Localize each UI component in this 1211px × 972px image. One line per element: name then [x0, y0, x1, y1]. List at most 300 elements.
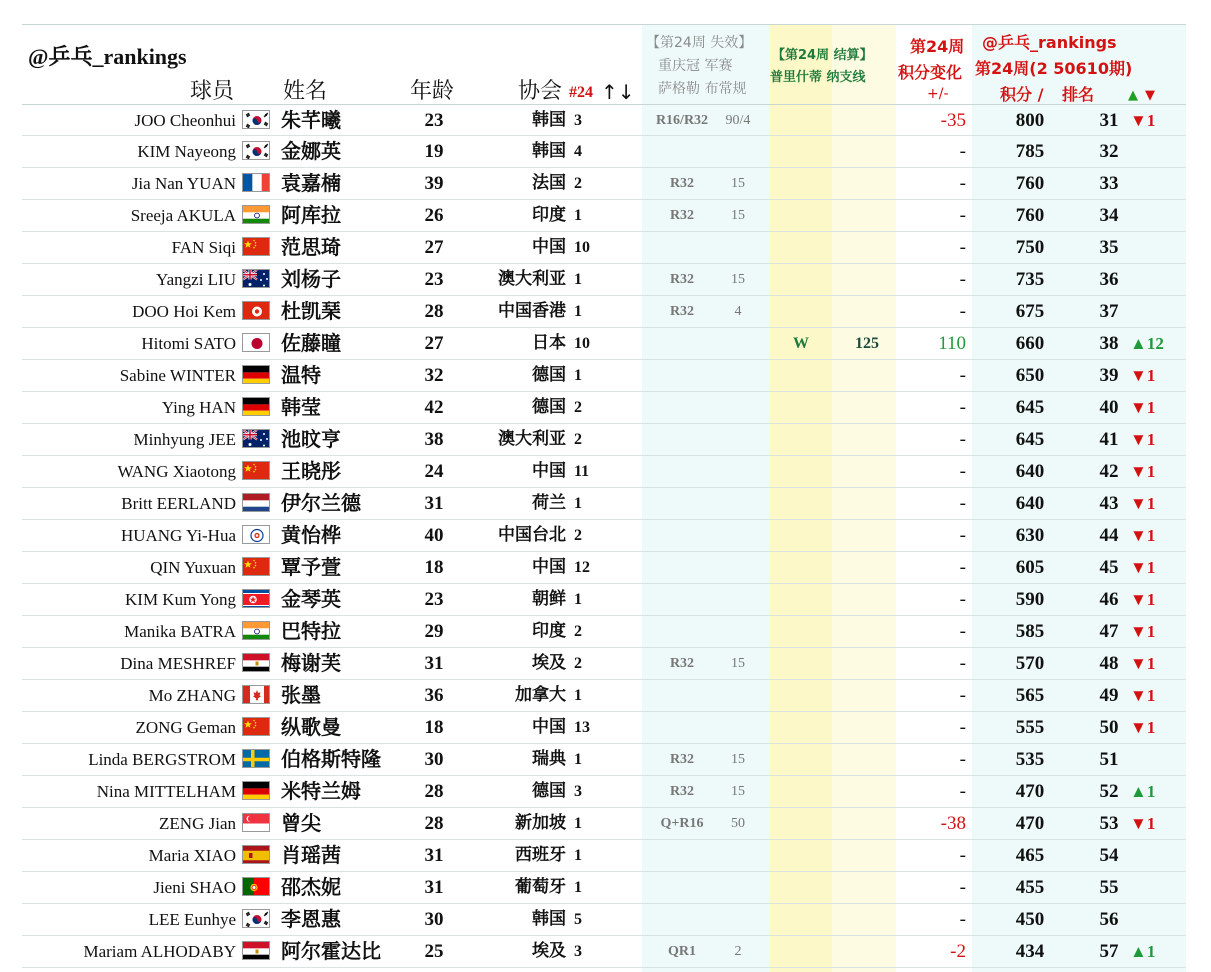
lost-round: R32 — [669, 208, 695, 223]
table-row — [22, 936, 1186, 968]
flag-icon — [242, 237, 272, 257]
rank-movement: ▼1 — [1130, 111, 1156, 130]
lost-points — [718, 712, 758, 743]
lost-round — [642, 712, 722, 743]
player-age: 18 — [424, 717, 444, 738]
settle-result — [780, 712, 822, 743]
change-header-line3: +/- — [927, 86, 949, 102]
player-age: 27 — [424, 237, 444, 258]
association-rank-number: 2 — [574, 175, 582, 192]
settle-result — [780, 200, 822, 231]
player-association: 韩国 — [532, 110, 566, 130]
points-value: 450 — [1015, 909, 1045, 930]
association-rank-number: 1 — [574, 303, 582, 320]
settle-points — [842, 520, 892, 551]
lost-points — [718, 584, 758, 615]
flag-icon — [242, 749, 272, 769]
lost-points — [718, 488, 758, 519]
settle-points — [842, 105, 892, 136]
lost-round — [642, 616, 722, 647]
flag-icon — [242, 110, 272, 130]
player-association: 朝鲜 — [532, 589, 566, 609]
settle-result — [780, 392, 822, 423]
player-association: 印度 — [532, 621, 566, 641]
table-row — [22, 648, 1186, 680]
rank-value: 31 — [1099, 110, 1119, 131]
points-change: - — [959, 717, 966, 738]
points-value: 605 — [1015, 557, 1045, 578]
player-chinese-name: 黄怡桦 — [281, 523, 341, 547]
settle-result — [780, 360, 822, 391]
flag-icon — [242, 589, 272, 609]
lost-points — [718, 424, 758, 455]
table-row — [22, 328, 1186, 360]
player-chinese-name: 张墨 — [281, 683, 321, 707]
rank-value: 40 — [1099, 397, 1119, 418]
table-row — [22, 744, 1186, 776]
lost-round: R32 — [669, 752, 695, 767]
settle-result — [780, 744, 822, 775]
player-age: 31 — [424, 877, 444, 898]
table-row — [22, 424, 1186, 456]
association-rank-number: 1 — [574, 879, 582, 896]
player-association: 日本 — [532, 333, 566, 353]
rank-value: 54 — [1099, 845, 1119, 866]
lost-points: 50 — [731, 816, 745, 831]
points-change: - — [959, 525, 966, 546]
table-row — [22, 456, 1186, 488]
rank-movement: ▲1 — [1130, 782, 1156, 801]
points-change: -35 — [940, 110, 966, 131]
player-association: 中国台北 — [498, 525, 566, 545]
rank-value: 57 — [1099, 941, 1119, 962]
player-association: 中国香港 — [498, 301, 566, 321]
player-age: 31 — [424, 845, 444, 866]
player-english-name: Manika BATRA — [124, 622, 236, 641]
player-age: 24 — [424, 461, 444, 482]
player-association: 葡萄牙 — [515, 877, 566, 897]
settle-points — [842, 808, 892, 839]
settle-points — [842, 872, 892, 903]
player-english-name: DOO Hoi Kem — [132, 302, 236, 321]
points-value: 555 — [1015, 717, 1045, 738]
points-change: - — [959, 269, 966, 290]
change-header-line2: 积分变化 — [898, 63, 963, 82]
settle-points — [842, 168, 892, 199]
flag-icon — [242, 717, 272, 737]
association-rank-number: 11 — [574, 463, 590, 480]
lost-points — [718, 456, 758, 487]
player-chinese-name: 巴特拉 — [281, 619, 341, 643]
player-association: 法国 — [532, 173, 566, 193]
rank-value: 33 — [1099, 173, 1119, 194]
points-change: -2 — [950, 941, 966, 962]
rank-value: 47 — [1099, 621, 1119, 642]
points-change: - — [959, 429, 966, 450]
player-association: 中国 — [532, 237, 566, 257]
settle-result — [780, 808, 822, 839]
lost-points — [718, 552, 758, 583]
rank-movement: ▼1 — [1130, 622, 1156, 641]
settle-points: 125 — [855, 335, 879, 352]
top-border — [22, 24, 1186, 25]
flag-icon — [242, 365, 272, 385]
table-row — [22, 584, 1186, 616]
settle-result — [780, 136, 822, 167]
lost-points: 15 — [731, 208, 745, 223]
player-chinese-name: 伊尔兰德 — [281, 491, 361, 515]
change-header-line1: 第24周 — [910, 37, 965, 56]
settle-result — [780, 168, 822, 199]
points-value: 465 — [1015, 845, 1045, 866]
lost-round: R16/R32 — [655, 113, 709, 128]
points-change: 110 — [938, 333, 966, 354]
player-english-name: ZONG Geman — [135, 718, 236, 737]
player-chinese-name: 温特 — [281, 363, 321, 387]
rank-value: 46 — [1099, 589, 1119, 610]
points-change: - — [959, 909, 966, 930]
table-row — [22, 360, 1186, 392]
table-row — [22, 520, 1186, 552]
player-english-name: ZENG Jian — [159, 814, 236, 833]
association-rank-number: 1 — [574, 271, 582, 288]
settle-points — [842, 616, 892, 647]
player-english-name: WANG Xiaotong — [117, 462, 236, 481]
lost-points — [718, 872, 758, 903]
points-change: - — [959, 557, 966, 578]
player-age: 40 — [424, 525, 444, 546]
association-rank-number: 5 — [574, 911, 582, 928]
association-rank-number: 2 — [574, 527, 582, 544]
rank-movement: ▼1 — [1130, 654, 1156, 673]
settle-result — [780, 680, 822, 711]
player-english-name: HUANG Yi-Hua — [120, 526, 236, 545]
points-value: 535 — [1015, 749, 1045, 770]
player-chinese-name: 李恩惠 — [281, 907, 341, 931]
association-rank-number: 2 — [574, 399, 582, 416]
settle-points — [842, 680, 892, 711]
settle-points — [842, 488, 892, 519]
points-change: - — [959, 237, 966, 258]
rank-handle: @乒乓_rankings — [982, 33, 1117, 52]
lost-points — [718, 840, 758, 871]
table-row — [22, 168, 1186, 200]
rank-value: 43 — [1099, 493, 1119, 514]
settle-result — [780, 424, 822, 455]
flag-icon — [242, 333, 272, 353]
association-rank-number: 1 — [574, 207, 582, 224]
rank-movement: ▼1 — [1130, 494, 1156, 513]
player-association: 中国 — [532, 557, 566, 577]
points-value: 640 — [1015, 493, 1045, 514]
player-association: 瑞典 — [532, 749, 566, 769]
flag-icon — [242, 173, 272, 193]
col-player-header: 球员 — [190, 79, 235, 104]
flag-icon — [242, 685, 272, 705]
player-chinese-name: 金娜英 — [281, 139, 341, 163]
points-value: 640 — [1015, 461, 1045, 482]
settle-points — [842, 552, 892, 583]
player-age: 28 — [424, 781, 444, 802]
settle-result — [780, 264, 822, 295]
rank-value: 48 — [1099, 653, 1119, 674]
ranking-table — [22, 104, 1186, 968]
points-change: - — [959, 653, 966, 674]
player-english-name: Mo ZHANG — [148, 686, 236, 705]
points-change: - — [959, 589, 966, 610]
rank-movement: ▼1 — [1130, 462, 1156, 481]
rank-value: 42 — [1099, 461, 1119, 482]
points-change: - — [959, 397, 966, 418]
player-association: 荷兰 — [532, 493, 566, 513]
association-rank-number: 1 — [574, 751, 582, 768]
col-num-header: #24 — [569, 84, 593, 101]
settle-result — [780, 616, 822, 647]
rank-value: 56 — [1099, 909, 1119, 930]
flag-icon — [242, 525, 272, 545]
flag-icon — [242, 141, 272, 161]
association-rank-number: 1 — [574, 815, 582, 832]
player-english-name: Sabine WINTER — [119, 366, 236, 385]
table-row — [22, 872, 1186, 904]
points-value: 760 — [1015, 205, 1045, 226]
player-age: 26 — [424, 205, 444, 226]
player-chinese-name: 梅谢芙 — [281, 651, 341, 675]
player-english-name: Mariam ALHODABY — [83, 942, 236, 961]
player-english-name: JOO Cheonhui — [134, 111, 236, 130]
settle-points — [842, 296, 892, 327]
lost-round: Q+R16 — [660, 816, 704, 831]
flag-icon — [242, 205, 272, 225]
player-age: 30 — [424, 909, 444, 930]
settle-result — [780, 296, 822, 327]
points-change: - — [959, 205, 966, 226]
player-age: 25 — [424, 941, 444, 962]
player-association: 新加坡 — [515, 813, 566, 833]
points-value: 630 — [1015, 525, 1045, 546]
table-row — [22, 104, 1186, 136]
rank-movement: ▼1 — [1130, 398, 1156, 417]
rank-movement: ▼1 — [1130, 430, 1156, 449]
rank-value: 49 — [1099, 685, 1119, 706]
association-rank-number: 2 — [574, 623, 582, 640]
rank-value: 34 — [1099, 205, 1119, 226]
rank-value: 52 — [1099, 781, 1119, 802]
rank-movement: ▼1 — [1130, 590, 1156, 609]
points-change: - — [959, 301, 966, 322]
player-association: 印度 — [532, 205, 566, 225]
lost-round — [642, 552, 722, 583]
player-association: 德国 — [532, 365, 566, 385]
player-age: 18 — [424, 557, 444, 578]
settle-result — [780, 105, 822, 136]
points-value: 760 — [1015, 173, 1045, 194]
points-value: 675 — [1015, 301, 1045, 322]
player-age: 28 — [424, 301, 444, 322]
player-english-name: Minhyung JEE — [133, 430, 236, 449]
settle-result — [780, 872, 822, 903]
points-value: 565 — [1015, 685, 1045, 706]
table-row — [22, 840, 1186, 872]
lost-round — [642, 488, 722, 519]
player-age: 27 — [424, 333, 444, 354]
settle-points — [842, 424, 892, 455]
player-association: 中国 — [532, 717, 566, 737]
points-value: 800 — [1015, 110, 1045, 131]
lost-points — [718, 520, 758, 551]
points-change: - — [959, 173, 966, 194]
lost-points: 90/4 — [725, 113, 751, 128]
table-row — [22, 264, 1186, 296]
association-rank-number: 1 — [574, 687, 582, 704]
settle-points — [842, 392, 892, 423]
player-english-name: Maria XIAO — [148, 846, 236, 865]
table-row — [22, 200, 1186, 232]
lost-round — [642, 424, 722, 455]
flag-icon — [242, 621, 272, 641]
rank-movement: ▼1 — [1130, 558, 1156, 577]
rank-value: 38 — [1099, 333, 1119, 354]
handle-title: @乒乓_rankings — [28, 44, 187, 69]
rank-value: 36 — [1099, 269, 1119, 290]
points-value: 590 — [1015, 589, 1045, 610]
points-header: 积分 / — [1000, 85, 1044, 104]
flag-icon — [242, 781, 272, 801]
lost-round — [642, 456, 722, 487]
settle-points — [842, 584, 892, 615]
player-chinese-name: 杜凯琹 — [281, 299, 341, 323]
table-row — [22, 488, 1186, 520]
association-rank-number: 3 — [574, 112, 582, 129]
player-english-name: KIM Nayeong — [137, 142, 236, 161]
player-english-name: Yangzi LIU — [156, 270, 236, 289]
lost-round — [642, 136, 722, 167]
association-rank-number: 4 — [574, 143, 582, 160]
player-chinese-name: 刘杨子 — [281, 267, 341, 291]
settle-points — [842, 904, 892, 935]
settle-result — [780, 552, 822, 583]
player-age: 39 — [424, 173, 444, 194]
player-chinese-name: 阿尔霍达比 — [281, 939, 381, 963]
flag-icon — [242, 877, 272, 897]
flag-icon — [242, 653, 272, 673]
settle-points — [842, 200, 892, 231]
player-age: 19 — [424, 141, 444, 162]
player-chinese-name: 邵杰妮 — [281, 875, 341, 899]
table-row — [22, 712, 1186, 744]
lost-points: 15 — [731, 752, 745, 767]
table-row — [22, 296, 1186, 328]
settle-points — [842, 232, 892, 263]
points-change: - — [959, 141, 966, 162]
rank-movement: ▼1 — [1130, 814, 1156, 833]
flag-icon — [242, 301, 272, 321]
col-name-header: 姓名 — [283, 79, 328, 104]
player-chinese-name: 伯格斯特隆 — [281, 747, 381, 771]
lost-round — [642, 680, 722, 711]
settle-points — [842, 136, 892, 167]
lost-points: 15 — [731, 176, 745, 191]
rank-value: 45 — [1099, 557, 1119, 578]
player-chinese-name: 朱芊曦 — [281, 108, 341, 132]
settle-result: W — [793, 335, 809, 352]
association-rank-number: 1 — [574, 495, 582, 512]
lost-points: 4 — [734, 304, 742, 319]
points-change: -38 — [940, 813, 966, 834]
points-value: 785 — [1015, 141, 1045, 162]
settle-points — [842, 936, 892, 967]
table-row — [22, 904, 1186, 936]
lost-points — [718, 232, 758, 263]
flag-icon — [242, 845, 272, 865]
col-age-header: 年龄 — [410, 79, 455, 104]
player-age: 23 — [424, 269, 444, 290]
lost-points — [718, 616, 758, 647]
table-row — [22, 776, 1186, 808]
lost-round: QR1 — [668, 944, 696, 959]
rank-value: 50 — [1099, 717, 1119, 738]
player-association: 德国 — [532, 781, 566, 801]
player-english-name: Jia Nan YUAN — [131, 174, 236, 193]
lost-round — [642, 232, 722, 263]
player-age: 42 — [424, 397, 444, 418]
lost-points — [718, 904, 758, 935]
settle-points — [842, 744, 892, 775]
points-value: 645 — [1015, 429, 1045, 450]
player-chinese-name: 池旼亨 — [281, 427, 341, 451]
down-arrow-icon: ▼ — [1145, 88, 1155, 103]
player-age: 23 — [424, 589, 444, 610]
rank-value: 39 — [1099, 365, 1119, 386]
flag-icon — [242, 493, 272, 513]
player-chinese-name: 王晓彤 — [281, 459, 341, 483]
player-chinese-name: 曾尖 — [281, 811, 321, 835]
rank-value: 55 — [1099, 877, 1119, 898]
player-association: 埃及 — [532, 653, 566, 673]
points-change: - — [959, 781, 966, 802]
flag-icon — [242, 269, 272, 289]
lost-points — [718, 392, 758, 423]
rank-movement: ▲12 — [1130, 334, 1164, 353]
lost-points: 15 — [731, 656, 745, 671]
rank-value: 32 — [1099, 141, 1119, 162]
table-row — [22, 552, 1186, 584]
settle-result — [780, 488, 822, 519]
settle-header-line1: 【第24周 结算】 — [772, 48, 873, 63]
settle-points — [842, 264, 892, 295]
points-value: 585 — [1015, 621, 1045, 642]
player-association: 加拿大 — [515, 685, 566, 705]
flag-icon — [242, 557, 272, 577]
player-age: 31 — [424, 653, 444, 674]
association-rank-number: 10 — [574, 239, 590, 256]
player-english-name: Jieni SHAO — [153, 878, 236, 897]
lost-header-line1: 【第24周 失效】 — [646, 35, 753, 51]
settle-points — [842, 456, 892, 487]
player-association: 韩国 — [532, 909, 566, 929]
rank-movement: ▼1 — [1130, 686, 1156, 705]
player-association: 澳大利亚 — [498, 429, 566, 449]
player-english-name: Nina MITTELHAM — [96, 782, 236, 801]
points-change: - — [959, 461, 966, 482]
association-rank-number: 3 — [574, 943, 582, 960]
player-chinese-name: 纵歌曼 — [281, 715, 341, 739]
sort-arrows-icon[interactable]: ↑↓ — [601, 80, 635, 104]
player-english-name: FAN Siqi — [171, 238, 236, 257]
lost-round: R32 — [669, 784, 695, 799]
flag-icon — [242, 461, 272, 481]
settle-points — [842, 360, 892, 391]
